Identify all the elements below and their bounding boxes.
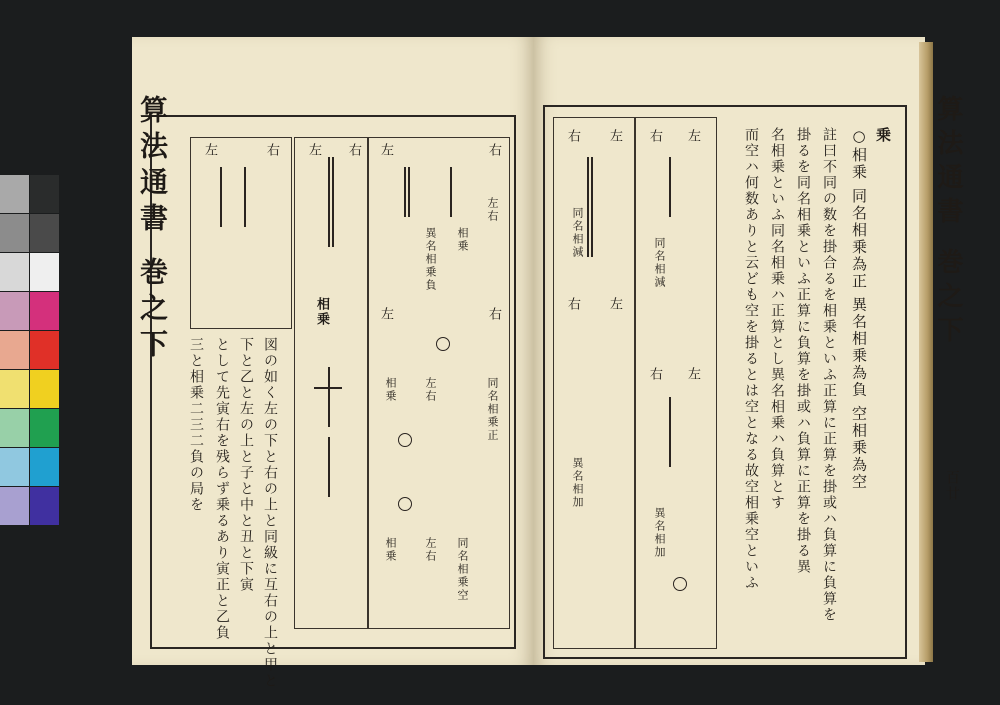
- table-label: 左右: [424, 377, 437, 403]
- table-label: 左: [685, 129, 700, 144]
- counting-rod: [332, 157, 334, 247]
- table-label: 左: [685, 367, 700, 382]
- table-label: 右: [486, 143, 501, 158]
- book-title-right: 算法通書 巻之下: [933, 95, 963, 351]
- text-column: 図の如く左の下と右の上と同級に互右の上と甲と: [262, 337, 278, 689]
- table-label: 左: [607, 297, 622, 312]
- swatch: [0, 370, 29, 408]
- text-column: として先寅右を残らず乗るあり寅正と乙負: [214, 337, 230, 641]
- table-label: 相乗: [314, 297, 329, 327]
- counting-rod: [328, 367, 330, 427]
- rod-table-cell: [190, 137, 292, 329]
- swatch: [30, 175, 59, 213]
- text-column: 名相乗といふ同名相乗ハ正算とし異名相乗ハ負算とす: [769, 127, 785, 511]
- table-label: 左右: [424, 537, 437, 563]
- counting-rod: [328, 157, 330, 247]
- swatch: [30, 370, 59, 408]
- folio-number: 百廿: [944, 470, 960, 502]
- text-column: 註曰不同の数を掛合るを相乗といふ正算に正算を掛或ハ負算に負算を: [821, 127, 837, 623]
- counting-rod: [404, 167, 406, 217]
- zero-circle: [398, 497, 412, 511]
- swatch: [30, 448, 59, 486]
- table-label: 右: [647, 129, 662, 144]
- counting-rod: [450, 167, 452, 217]
- table-label: 右: [264, 143, 279, 158]
- swatch: [0, 292, 29, 330]
- counting-rod: [328, 437, 330, 497]
- text-column: 下と乙と左の上と子と中と丑と下寅: [238, 337, 254, 593]
- counting-rod: [587, 157, 589, 257]
- table-label: 左: [202, 143, 217, 158]
- swatch: [0, 253, 29, 291]
- swatch: [0, 409, 29, 447]
- table-label: 異名相乗負: [424, 227, 437, 292]
- rod-table-cell: [294, 137, 368, 629]
- counting-rod: [669, 397, 671, 467]
- right-page: [533, 37, 925, 665]
- rod-table-cell: [553, 117, 635, 649]
- table-label: 異名相加: [571, 457, 584, 509]
- table-label: 右: [647, 367, 662, 382]
- table-label: 右: [565, 297, 580, 312]
- swatch: [0, 487, 29, 525]
- counting-rod: [669, 157, 671, 217]
- table-label: 同名相乗正: [486, 377, 499, 442]
- table-label: 左: [378, 143, 393, 158]
- text-column: 三と相乗二三二負の局を: [188, 337, 204, 513]
- table-label: 相乗: [384, 537, 397, 563]
- zero-circle: [673, 577, 687, 591]
- table-label: 左: [607, 129, 622, 144]
- table-label: 左右: [486, 197, 499, 223]
- table-label: 同名相乗空: [456, 537, 469, 602]
- table-label: 異名相加: [653, 507, 666, 559]
- book-title: 算法通書 巻之下: [136, 95, 169, 365]
- counting-rod: [244, 167, 246, 227]
- rod-table-cell: [635, 117, 717, 649]
- table-label: 相乗: [456, 227, 469, 253]
- swatch: [30, 409, 59, 447]
- table-label: 同名相減: [653, 237, 666, 289]
- color-calibration-strip: [0, 175, 60, 525]
- left-page: [132, 37, 534, 689]
- text-column: 掛るを同名相乗といふ正算に負算を掛或ハ負算に正算を掛る異: [795, 127, 811, 575]
- swatch: [0, 214, 29, 252]
- swatch: [30, 214, 59, 252]
- swatch: [0, 175, 29, 213]
- table-label: 同名相減: [571, 207, 584, 259]
- swatch: [30, 253, 59, 291]
- table-label: 右: [565, 129, 580, 144]
- table-label: 左: [378, 307, 393, 322]
- text-column: ○相乗 同名相乗為正 異名相乗為負 空相乗為空: [850, 127, 868, 491]
- swatch: [0, 448, 29, 486]
- table-label: 右: [486, 307, 501, 322]
- zero-circle: [398, 433, 412, 447]
- counting-rod: [408, 167, 410, 217]
- swatch: [0, 331, 29, 369]
- swatch: [30, 487, 59, 525]
- counting-rod: [591, 157, 593, 257]
- section-heading: 乗: [874, 127, 892, 144]
- counting-rod: [220, 167, 222, 227]
- swatch: [30, 292, 59, 330]
- table-label: 相乗: [384, 377, 397, 403]
- text-column: 而空ハ何数ありと云ども空を掛るとは空となる故空相乗空といふ: [743, 127, 759, 591]
- swatch: [30, 331, 59, 369]
- table-label: 左: [306, 143, 321, 158]
- table-label: 右: [346, 143, 361, 158]
- zero-circle: [436, 337, 450, 351]
